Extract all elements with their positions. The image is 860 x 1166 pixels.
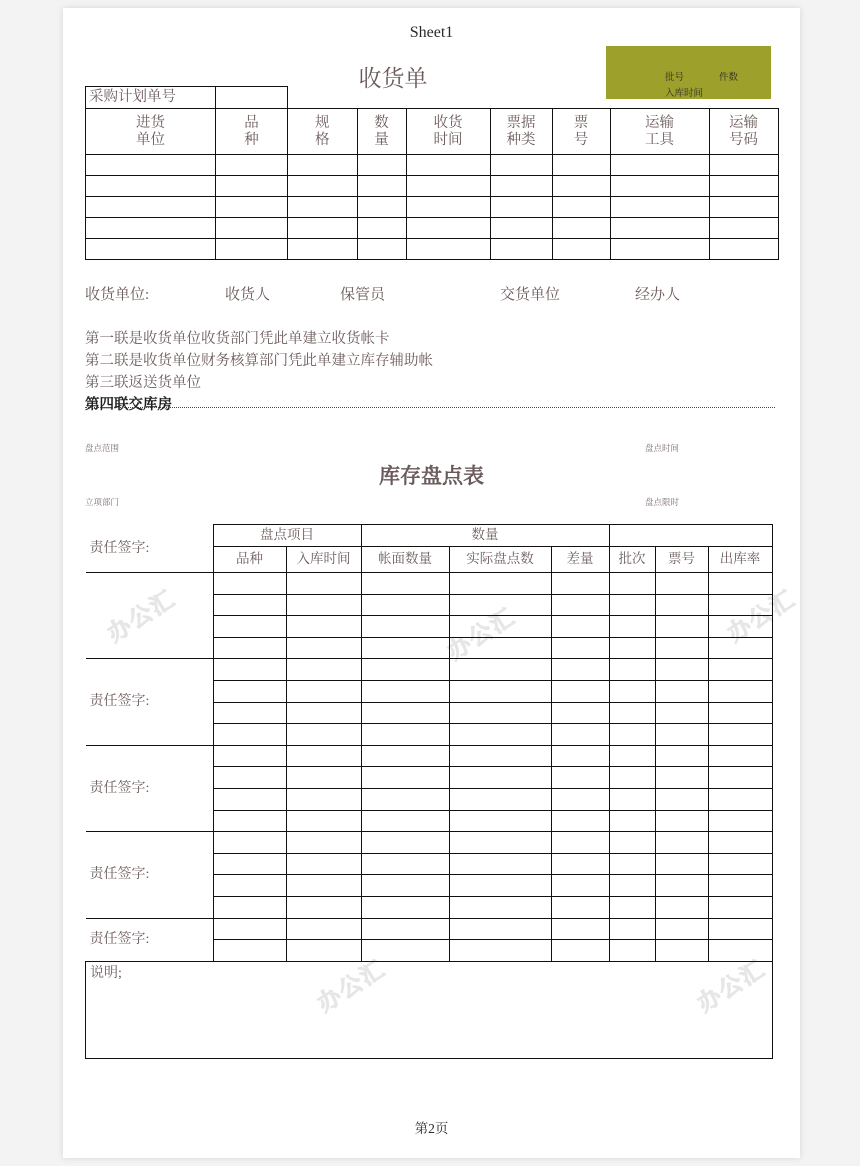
cell[interactable] (709, 239, 778, 260)
cell[interactable] (86, 176, 216, 197)
cell[interactable] (288, 176, 358, 197)
cell[interactable] (288, 197, 358, 218)
watermark-text: 办公汇 (442, 602, 520, 665)
cell[interactable] (708, 918, 772, 940)
cell[interactable] (449, 875, 551, 897)
cell[interactable] (357, 197, 406, 218)
inventory-scope-label: 盘点范围 (85, 443, 120, 453)
cell[interactable] (551, 875, 609, 897)
cell[interactable] (86, 155, 216, 176)
cell[interactable] (709, 176, 778, 197)
cell[interactable] (708, 724, 772, 746)
subcol-batch: 批次 (609, 547, 655, 573)
cell[interactable] (449, 680, 551, 702)
cell[interactable] (655, 918, 708, 940)
note-line-2: 第二联是收货单位财务核算部门凭此单建立库存辅助帐 (85, 353, 433, 369)
cell[interactable] (216, 155, 288, 176)
cell[interactable] (216, 239, 288, 260)
cell[interactable] (288, 155, 358, 176)
cell[interactable] (361, 767, 449, 789)
cell[interactable] (655, 875, 708, 897)
receiving-table (85, 86, 779, 260)
cell[interactable] (610, 197, 709, 218)
cell[interactable] (655, 659, 708, 681)
cell[interactable] (655, 616, 708, 638)
col-header-bill-no: 票 号 (552, 109, 610, 155)
cell[interactable] (655, 594, 708, 616)
col-header-transport-no: 运输 号码 (709, 109, 778, 155)
cell[interactable] (286, 875, 361, 897)
cell[interactable] (609, 788, 655, 810)
cell[interactable] (610, 239, 709, 260)
cell[interactable] (655, 702, 708, 724)
watermark-text: 办公汇 (692, 954, 770, 1017)
cell[interactable] (449, 896, 551, 918)
cell[interactable] (449, 637, 551, 659)
cell[interactable] (449, 702, 551, 724)
cell[interactable] (449, 573, 551, 595)
cell[interactable] (708, 853, 772, 875)
cell[interactable] (216, 197, 288, 218)
cell[interactable] (361, 680, 449, 702)
cell[interactable] (286, 637, 361, 659)
cell[interactable] (708, 810, 772, 832)
cell[interactable] (86, 218, 216, 239)
cell[interactable] (609, 940, 655, 962)
group-header-blank (609, 525, 772, 547)
cell[interactable] (213, 767, 286, 789)
cell[interactable] (655, 724, 708, 746)
cell[interactable] (708, 896, 772, 918)
cell[interactable] (609, 767, 655, 789)
cell[interactable] (361, 745, 449, 767)
cell[interactable] (609, 853, 655, 875)
inventory-time-label: 盘点时间 (645, 443, 680, 453)
cell[interactable] (609, 573, 655, 595)
inventory-table (85, 524, 773, 1059)
inventory-deadline-label: 盘点限时 (645, 497, 680, 507)
cell[interactable] (551, 767, 609, 789)
cell[interactable] (286, 745, 361, 767)
cell[interactable] (213, 940, 286, 962)
col-header-supplier: 进货 单位 (86, 109, 216, 155)
cell[interactable] (708, 637, 772, 659)
cell[interactable] (213, 702, 286, 724)
sig-delivery-unit: 交货单位 (500, 287, 561, 303)
subcol-actual-qty: 实际盘点数 (449, 547, 551, 573)
cell[interactable] (286, 767, 361, 789)
table-row[interactable] (86, 573, 773, 595)
cell[interactable] (286, 702, 361, 724)
cell[interactable] (361, 616, 449, 638)
note-line-3: 第三联返送货单位 (85, 375, 201, 391)
cell[interactable] (610, 218, 709, 239)
cell[interactable] (449, 940, 551, 962)
subcol-category: 品种 (213, 547, 286, 573)
cell[interactable] (213, 918, 286, 940)
inventory-table-wrap (85, 524, 773, 1059)
sig-label-block-5: 责任签字: (86, 918, 214, 961)
subcol-bill-no: 票号 (655, 547, 708, 573)
cell[interactable] (449, 724, 551, 746)
cell[interactable] (357, 239, 406, 260)
cell[interactable] (609, 724, 655, 746)
cell[interactable] (552, 218, 610, 239)
cell[interactable] (86, 239, 216, 260)
cell[interactable] (609, 637, 655, 659)
cell[interactable] (286, 940, 361, 962)
cell[interactable] (449, 745, 551, 767)
cell[interactable] (288, 218, 358, 239)
cell[interactable] (361, 788, 449, 810)
cell[interactable] (286, 680, 361, 702)
cell[interactable] (655, 896, 708, 918)
cell[interactable] (708, 832, 772, 854)
receiving-table-wrap (85, 86, 779, 260)
table-row[interactable] (86, 197, 779, 218)
cell[interactable] (449, 788, 551, 810)
cell[interactable] (213, 745, 286, 767)
cell[interactable] (551, 745, 609, 767)
table-row[interactable] (86, 155, 779, 176)
sig-keeper: 保管员 (340, 287, 386, 303)
cell[interactable] (551, 896, 609, 918)
cell[interactable] (551, 788, 609, 810)
inventory-note-row[interactable] (86, 961, 773, 1058)
cell[interactable] (655, 680, 708, 702)
col-header-receive-time: 收货 时间 (406, 109, 490, 155)
plan-no-label: 采购计划单号 (86, 87, 216, 109)
inventory-group-header-row (86, 525, 773, 547)
cell[interactable] (655, 767, 708, 789)
col-header-quantity: 数 量 (357, 109, 406, 155)
cell[interactable] (449, 594, 551, 616)
cell[interactable] (361, 940, 449, 962)
cell[interactable] (609, 896, 655, 918)
cell[interactable] (551, 918, 609, 940)
cell[interactable] (551, 940, 609, 962)
group-header-qty: 数量 (361, 525, 609, 547)
cell[interactable] (361, 832, 449, 854)
cell[interactable] (449, 767, 551, 789)
cell[interactable] (655, 573, 708, 595)
cell[interactable] (708, 702, 772, 724)
cell[interactable] (551, 680, 609, 702)
table-row[interactable] (86, 218, 779, 239)
notes-block (85, 328, 775, 416)
cell[interactable] (551, 724, 609, 746)
watermark-text: 办公汇 (102, 584, 180, 647)
cell[interactable] (609, 918, 655, 940)
table-row[interactable] (86, 239, 779, 260)
cell[interactable] (610, 176, 709, 197)
cell[interactable] (213, 875, 286, 897)
cell[interactable] (406, 197, 490, 218)
cell[interactable] (709, 197, 778, 218)
cell[interactable] (655, 940, 708, 962)
cell[interactable] (610, 155, 709, 176)
cell[interactable] (357, 155, 406, 176)
cell[interactable] (655, 637, 708, 659)
cell[interactable] (213, 680, 286, 702)
group-header-item: 盘点项目 (213, 525, 361, 547)
cell[interactable] (213, 832, 286, 854)
cell[interactable] (609, 659, 655, 681)
sig-handler: 经办人 (635, 287, 681, 303)
sheet-tab-title: Sheet1 (409, 24, 454, 41)
cell[interactable] (449, 832, 551, 854)
cell[interactable] (709, 155, 778, 176)
cell[interactable] (609, 680, 655, 702)
cell[interactable] (361, 659, 449, 681)
plan-no-value[interactable] (216, 87, 288, 109)
watermark-text: 办公汇 (312, 954, 390, 1017)
sig-label-block-3: 责任签字: (86, 745, 214, 831)
table-row[interactable] (86, 918, 773, 940)
cell[interactable] (286, 832, 361, 854)
cell[interactable] (490, 176, 552, 197)
page-footer: 第2页 (414, 1121, 449, 1136)
cell[interactable] (609, 616, 655, 638)
dotted-divider (85, 407, 775, 408)
cell[interactable] (708, 594, 772, 616)
cell[interactable] (449, 853, 551, 875)
cell[interactable] (357, 218, 406, 239)
cell[interactable] (449, 810, 551, 832)
sig-label-block-2: 责任签字: (86, 659, 214, 745)
storage-time-label: 入库时间 (665, 87, 704, 99)
cell[interactable] (213, 853, 286, 875)
col-header-category: 品 种 (216, 109, 288, 155)
table-row[interactable] (86, 176, 779, 197)
cell[interactable] (361, 637, 449, 659)
cell[interactable] (213, 810, 286, 832)
inventory-dept-label: 立项部门 (85, 497, 120, 507)
cell[interactable] (449, 659, 551, 681)
cell[interactable] (406, 176, 490, 197)
cell[interactable] (361, 573, 449, 595)
subcol-book-qty: 帐面数量 (361, 547, 449, 573)
cell[interactable] (216, 176, 288, 197)
cell[interactable] (213, 724, 286, 746)
cell[interactable] (655, 832, 708, 854)
sig-label-block-1: 责任签字: (86, 525, 214, 573)
cell[interactable] (552, 176, 610, 197)
note-line-4: 第四联交库房 (85, 397, 172, 413)
cell[interactable] (609, 832, 655, 854)
cell[interactable] (213, 896, 286, 918)
subcol-diff: 差量 (551, 547, 609, 573)
receiving-table-header-row (86, 109, 779, 155)
piece-count-label: 件数 (719, 72, 739, 83)
cell[interactable] (286, 594, 361, 616)
cell[interactable] (551, 594, 609, 616)
cell[interactable] (406, 218, 490, 239)
cell[interactable] (709, 218, 778, 239)
cell[interactable] (551, 810, 609, 832)
cell[interactable] (213, 659, 286, 681)
plan-no-row (86, 87, 779, 109)
cell[interactable] (708, 659, 772, 681)
cell[interactable] (551, 573, 609, 595)
cell[interactable] (286, 853, 361, 875)
table-row[interactable] (86, 745, 773, 767)
cell[interactable] (490, 197, 552, 218)
col-header-transport-tool: 运输 工具 (610, 109, 709, 155)
cell[interactable] (286, 810, 361, 832)
cell[interactable] (551, 616, 609, 638)
subcol-out-rate: 出库率 (708, 547, 772, 573)
cell[interactable] (449, 616, 551, 638)
cell[interactable] (609, 810, 655, 832)
cell[interactable] (213, 637, 286, 659)
cell[interactable] (361, 918, 449, 940)
cell[interactable] (490, 239, 552, 260)
subcol-in-time: 入库时间 (286, 547, 361, 573)
cell[interactable] (213, 573, 286, 595)
cell[interactable] (286, 573, 361, 595)
sig-label-block-4: 责任签字: (86, 832, 214, 918)
cell[interactable] (288, 239, 358, 260)
cell[interactable] (551, 702, 609, 724)
cell[interactable] (609, 875, 655, 897)
watermark-text: 办公汇 (722, 584, 800, 647)
table-row[interactable] (86, 832, 773, 854)
cell[interactable] (655, 788, 708, 810)
note-line-1: 第一联是收货单位收货部门凭此单建立收货帐卡 (85, 331, 390, 347)
cell[interactable] (609, 594, 655, 616)
cell[interactable] (449, 918, 551, 940)
cell[interactable] (609, 702, 655, 724)
cell[interactable] (286, 918, 361, 940)
cell[interactable] (708, 767, 772, 789)
cell[interactable] (361, 810, 449, 832)
cell[interactable] (655, 810, 708, 832)
cell[interactable] (551, 832, 609, 854)
cell[interactable] (655, 745, 708, 767)
cell[interactable] (708, 745, 772, 767)
cell[interactable] (357, 176, 406, 197)
cell[interactable] (708, 680, 772, 702)
cell[interactable] (361, 853, 449, 875)
sig-receiver: 收货人 (225, 287, 271, 303)
cell[interactable] (213, 594, 286, 616)
cell[interactable] (361, 724, 449, 746)
cell[interactable] (708, 875, 772, 897)
cell[interactable] (552, 239, 610, 260)
cell[interactable] (551, 853, 609, 875)
cell[interactable] (708, 788, 772, 810)
document-page (63, 8, 800, 1158)
cell[interactable] (361, 594, 449, 616)
inventory-note-label[interactable]: 说明; (86, 961, 773, 1058)
cell[interactable] (86, 197, 216, 218)
cell[interactable] (609, 745, 655, 767)
col-header-bill-type: 票据 种类 (490, 109, 552, 155)
cell[interactable] (286, 659, 361, 681)
cell[interactable] (551, 659, 609, 681)
cell[interactable] (490, 155, 552, 176)
cell[interactable] (708, 616, 772, 638)
cell[interactable] (406, 239, 490, 260)
sig-receiving-unit: 收货单位: (85, 287, 150, 303)
cell[interactable] (286, 788, 361, 810)
cell[interactable] (708, 573, 772, 595)
receiving-doc-title: 收货单 (358, 66, 428, 91)
inventory-doc-title: 库存盘点表 (379, 464, 484, 488)
cell[interactable] (406, 155, 490, 176)
cell[interactable] (286, 724, 361, 746)
cell[interactable] (213, 788, 286, 810)
batch-no-label: 批号 (665, 72, 685, 83)
col-header-spec: 规 格 (288, 109, 358, 155)
cell[interactable] (361, 702, 449, 724)
cell[interactable] (213, 616, 286, 638)
cell[interactable] (655, 853, 708, 875)
cell[interactable] (552, 155, 610, 176)
cell[interactable] (361, 875, 449, 897)
cell[interactable] (552, 197, 610, 218)
cell[interactable] (708, 940, 772, 962)
cell[interactable] (286, 896, 361, 918)
cell[interactable] (361, 896, 449, 918)
sig-block-spacer-1 (86, 573, 214, 659)
cell[interactable] (490, 218, 552, 239)
cell[interactable] (551, 637, 609, 659)
table-row[interactable] (86, 659, 773, 681)
cell[interactable] (216, 218, 288, 239)
cell[interactable] (286, 616, 361, 638)
